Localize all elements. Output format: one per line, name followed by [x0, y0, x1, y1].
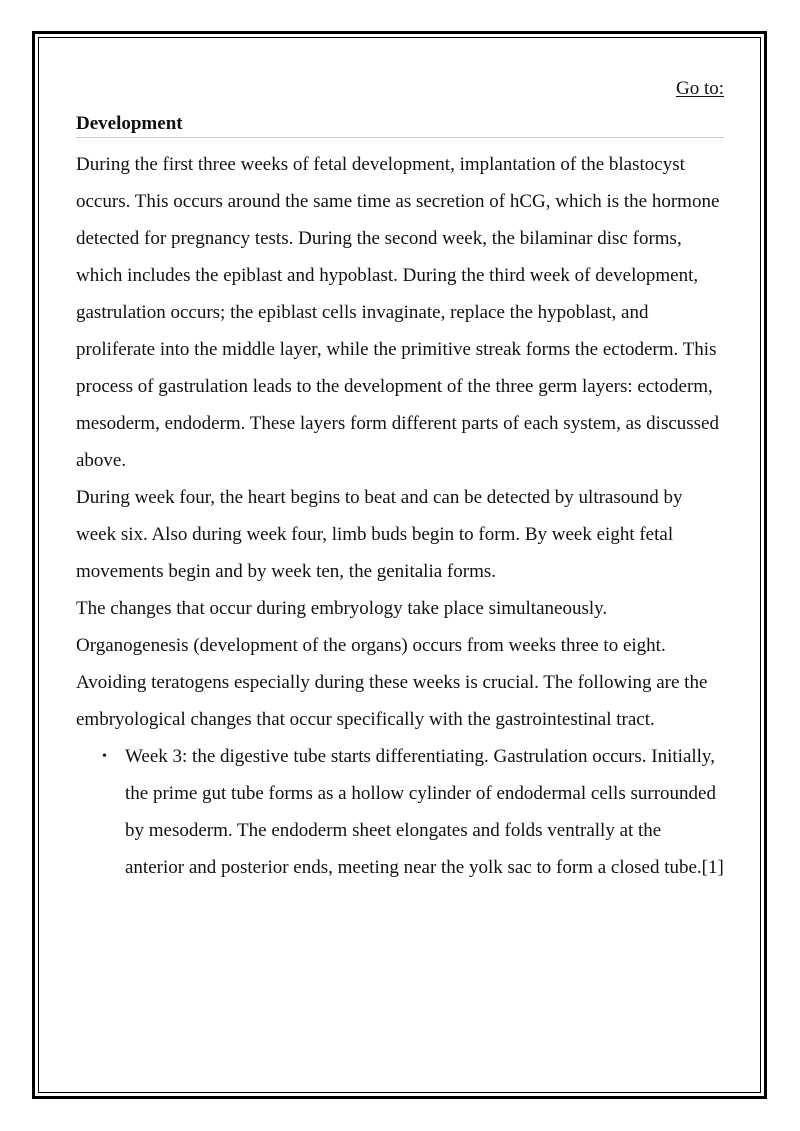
bullet-list — [76, 738, 724, 886]
document-body — [76, 76, 724, 886]
paragraph-implantation: During the first three weeks of fetal development, implantation of the blastocyst occurs. This occurs around the same time as secretion of hCG, which is the hormone detected for pregnancy tests. During the second week, the bilaminar disc forms, which includes the epiblast and hypoblast. During the third week of development, gastrulation occurs; the epiblast cells invaginate, replace the hypoblast, and proliferate into the middle layer, while the primitive streak forms the ectoderm. This process of gastrulation leads to the development of the three germ layers: ectoderm, mesoderm, endoderm. These layers form different parts of each system, as discussed above. — [76, 154, 720, 471]
paragraph-week-four: During week four, the heart begins to beat and can be detected by ultrasound by week six. Also during week four, limb buds begin to form. By week eight fetal movements begin and by week ten, the genitalia forms. — [76, 487, 683, 582]
list-item — [102, 738, 724, 886]
bullet-icon: • — [102, 749, 107, 764]
list-item-text: Week 3: the digestive tube starts differentiating. Gastrulation occurs. Initially, the prime gut tube forms as a hollow cylinder of endodermal cells surrounded by mesoderm. The endoderm sheet elongates and folds ventrally at the anterior and posterior ends, meeting near the yolk sac to form a closed tube.[1] — [125, 746, 724, 878]
section-heading: Development — [76, 112, 724, 138]
paragraph-organogenesis: The changes that occur during embryology take place simultaneously. Organogenesis (development of the organs) occurs from weeks three to eight. Avoiding teratogens especially during these weeks is crucial. The following are the embryological changes that occur specifically with the gastrointestinal tract. — [76, 598, 708, 730]
goto-link[interactable]: Go to: — [675, 78, 724, 99]
